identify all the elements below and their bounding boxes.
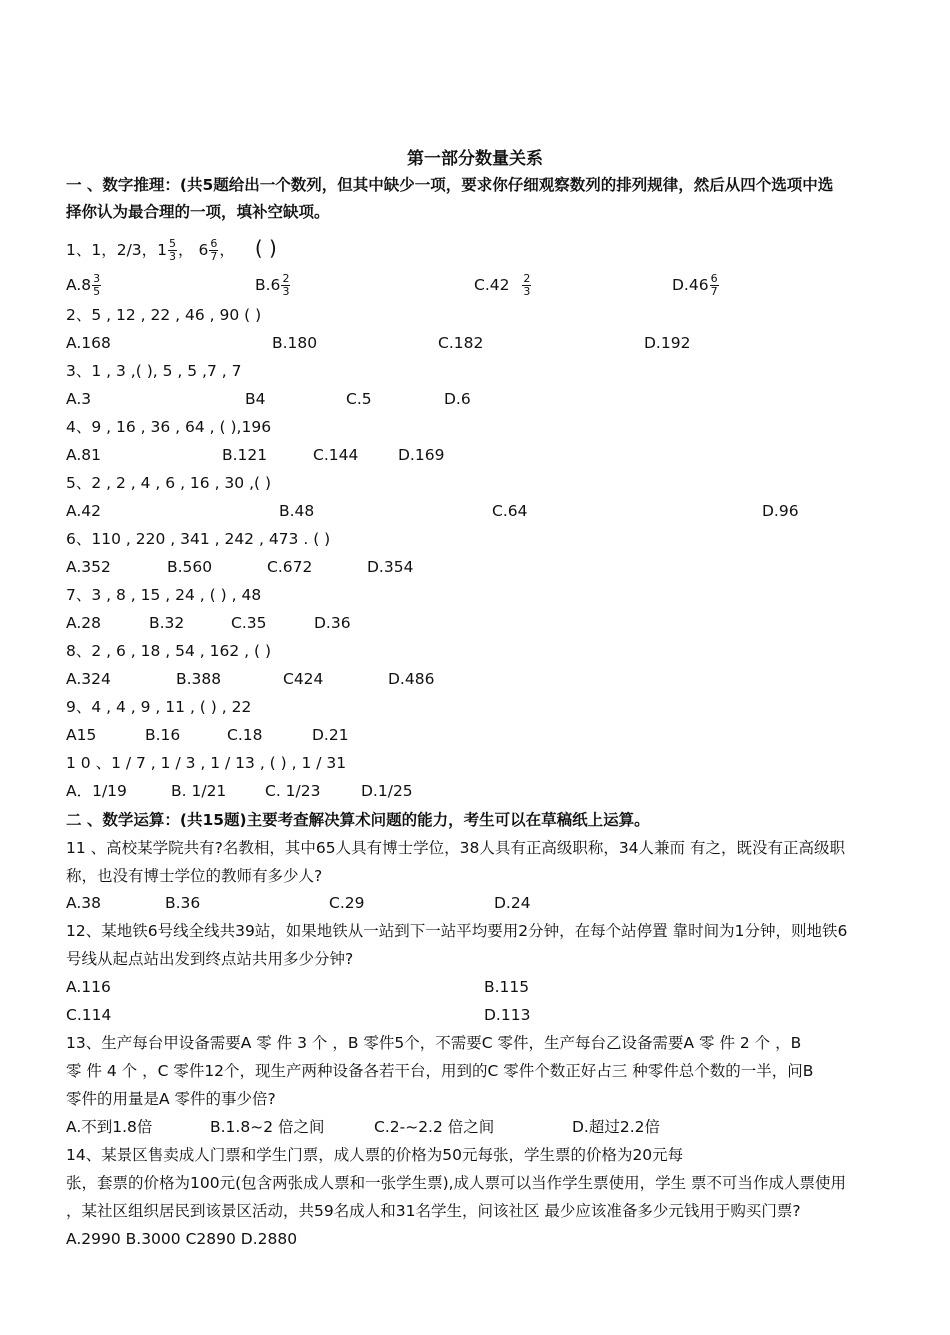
question-12-line2: 号线从起点站出发到终点站共用多少分钟? bbox=[66, 950, 354, 968]
q1-prefix: 1、1，2/3，1 bbox=[66, 241, 168, 259]
q14-options: A.2990 B.3000 C2890 D.2880 bbox=[66, 1230, 298, 1248]
q10-option-c: C. 1/23 bbox=[265, 782, 321, 800]
q1-fraction-2 bbox=[209, 238, 218, 263]
q9-option-d: D.21 bbox=[312, 726, 349, 744]
q1-d-numerator: 6 bbox=[710, 272, 718, 285]
q1-option-b bbox=[255, 272, 291, 298]
section2-heading: 二 、数学运算：(共15题)主要考查解决算术问题的能力，考生可以在草稿纸上运算。 bbox=[66, 811, 650, 829]
q5-option-b: B.48 bbox=[279, 502, 315, 520]
q5-option-a: A.42 bbox=[66, 502, 101, 520]
q3-option-d: D.6 bbox=[444, 390, 471, 408]
q12-option-c: C.114 bbox=[66, 1006, 112, 1024]
question-14-line2: 张，套票的价格为100元(包含两张成人票和一张学生票),成人票可以当作学生票使用，学生 票不可当作成人票使用 bbox=[66, 1174, 847, 1192]
question-11-line1: 11 、高校某学院共有?名教相，其中65人具有博士学位，38人具有正高级职称，34人兼而 有之，既没有正高级职 bbox=[66, 839, 845, 857]
question-1-stem bbox=[66, 235, 277, 263]
q1-d-denominator: 7 bbox=[710, 285, 718, 298]
q11-option-c: C.29 bbox=[329, 894, 365, 912]
q1-c-numerator: 2 bbox=[523, 272, 531, 285]
q3-option-c: C.5 bbox=[346, 390, 372, 408]
q4-option-b: B.121 bbox=[222, 446, 268, 464]
question-14-line1: 14、某景区售卖成人门票和学生门票，成人票的价格为50元每张，学生票的价格为20元每 bbox=[66, 1146, 684, 1164]
question-8-stem: 8、2 , 6 , 18 , 54 , 162 , ( ) bbox=[66, 642, 272, 660]
q8-option-c: C424 bbox=[283, 670, 324, 688]
q6-option-b: B.560 bbox=[167, 558, 213, 576]
q11-option-b: B.36 bbox=[165, 894, 201, 912]
question-11-line2: 称，也没有博士学位的教师有多少人? bbox=[66, 867, 323, 885]
q1-tail: ， bbox=[219, 241, 235, 259]
q4-option-d: D.169 bbox=[398, 446, 445, 464]
q3-option-b: B4 bbox=[245, 390, 266, 408]
question-3-stem: 3、1 , 3 ,( ), 5 , 5 ,7 , 7 bbox=[66, 362, 242, 380]
section1-heading-line2: 择你认为最合理的一项，填补空缺项。 bbox=[66, 203, 330, 221]
q13-option-b: B.1.8~2 倍之间 bbox=[210, 1118, 325, 1136]
q1-f2-numerator: 6 bbox=[210, 237, 218, 250]
q8-option-a: A.324 bbox=[66, 670, 111, 688]
q13-option-c: C.2-~2.2 倍之间 bbox=[374, 1118, 495, 1136]
q10-option-b: B. 1/21 bbox=[171, 782, 227, 800]
q1-b-fraction bbox=[281, 273, 290, 298]
q2-option-d: D.192 bbox=[644, 334, 691, 352]
page-title: 第一部分数量关系 bbox=[407, 149, 543, 169]
q5-option-c: C.64 bbox=[492, 502, 528, 520]
q12-option-a: A.116 bbox=[66, 978, 111, 996]
q1-d-fraction bbox=[710, 273, 719, 298]
q1-d-prefix: D.46 bbox=[672, 276, 709, 294]
q1-c-fraction bbox=[522, 273, 531, 298]
q7-option-d: D.36 bbox=[314, 614, 351, 632]
q1-c-prefix: C.42 bbox=[474, 276, 510, 294]
question-6-stem: 6、110 , 220 , 341 , 242 , 473 . ( ) bbox=[66, 530, 331, 548]
question-9-stem: 9、4 , 4 , 9 , 11 , ( ) , 22 bbox=[66, 698, 252, 716]
q10-option-d: D.1/25 bbox=[361, 782, 413, 800]
q9-option-b: B.16 bbox=[145, 726, 181, 744]
q2-option-b: B.180 bbox=[272, 334, 318, 352]
question-12-line1: 12、某地铁6号线全线共39站，如果地铁从一站到下一站平均要用2分钟，在每个站停置 靠时间为1分钟，则地铁6 bbox=[66, 922, 848, 940]
q1-option-c bbox=[474, 272, 532, 298]
q1-b-numerator: 2 bbox=[282, 272, 290, 285]
question-5-stem: 5、2 , 2 , 4 , 6 , 16 , 30 ,( ) bbox=[66, 474, 272, 492]
question-14-line3: ，某社区组织居民到该景区活动，共59名成人和31名学生，问该社区 最少应该准备多少元钱用于购买门票? bbox=[66, 1202, 801, 1220]
q2-option-a: A.168 bbox=[66, 334, 111, 352]
q1-a-denominator: 5 bbox=[93, 285, 101, 298]
q10-option-a: A．1/19 bbox=[66, 782, 127, 800]
q1-option-a bbox=[66, 272, 102, 298]
q13-option-d: D.超过2.2倍 bbox=[572, 1118, 661, 1136]
q11-option-a: A.38 bbox=[66, 894, 101, 912]
q1-f1-numerator: 5 bbox=[169, 237, 177, 250]
q7-option-a: A.28 bbox=[66, 614, 101, 632]
q1-f2-denominator: 7 bbox=[210, 250, 218, 263]
q6-option-d: D.354 bbox=[367, 558, 414, 576]
q3-option-a: A.3 bbox=[66, 390, 92, 408]
q2-option-c: C.182 bbox=[438, 334, 484, 352]
q12-option-d: D.113 bbox=[484, 1006, 531, 1024]
q1-a-fraction bbox=[92, 273, 101, 298]
question-7-stem: 7、3 , 8 , 15 , 24 , ( ) , 48 bbox=[66, 586, 262, 604]
q1-fraction-1 bbox=[168, 238, 177, 263]
q1-b-denominator: 3 bbox=[282, 285, 290, 298]
q6-option-c: C.672 bbox=[267, 558, 313, 576]
q4-option-c: C.144 bbox=[313, 446, 359, 464]
question-13-line2: 零 件 4 个 ，C 零件12个，现生产两种设备各若干台，用到的C 零件个数正好占三 种零件总个数的一半，问B bbox=[66, 1062, 814, 1080]
question-13-line3: 零件的用量是A 零件的事少倍? bbox=[66, 1090, 276, 1108]
question-2-stem: 2、5 , 12 , 22 , 46 , 90 ( ) bbox=[66, 306, 262, 324]
question-4-stem: 4、9 , 16 , 36 , 64 , ( ),196 bbox=[66, 418, 272, 436]
q1-option-d bbox=[672, 272, 720, 298]
q7-option-c: C.35 bbox=[231, 614, 267, 632]
question-13-line1: 13、生产每台甲设备需要A 零 件 3 个 ，B 零件5个，不需要C 零件，生产每台乙设备需要A 零 件 2 个 ，B bbox=[66, 1034, 802, 1052]
q6-option-a: A.352 bbox=[66, 558, 111, 576]
q11-option-d: D.24 bbox=[494, 894, 531, 912]
q1-c-denominator: 3 bbox=[523, 285, 531, 298]
q7-option-b: B.32 bbox=[149, 614, 185, 632]
q13-option-a: A.不到1.8倍 bbox=[66, 1118, 153, 1136]
q1-mid: ， 6 bbox=[178, 241, 209, 259]
q9-option-a: A15 bbox=[66, 726, 97, 744]
q1-b-prefix: B.6 bbox=[255, 276, 281, 294]
q4-option-a: A.81 bbox=[66, 446, 101, 464]
q8-option-b: B.388 bbox=[176, 670, 222, 688]
q8-option-d: D.486 bbox=[388, 670, 435, 688]
q1-a-prefix: A.8 bbox=[66, 276, 92, 294]
q1-f1-denominator: 3 bbox=[169, 250, 177, 263]
q5-option-d: D.96 bbox=[762, 502, 799, 520]
q9-option-c: C.18 bbox=[227, 726, 263, 744]
question-10-stem: 1 0 、1 / 7 , 1 / 3 , 1 / 13 , ( ) , 1 / 31 bbox=[66, 754, 347, 772]
q12-option-b: B.115 bbox=[484, 978, 530, 996]
q1-a-numerator: 3 bbox=[93, 272, 101, 285]
section1-heading-line1: 一 、数字推理：(共5题给出一个数列，但其中缺少一项，要求你仔细观察数列的排列规律，然后从四个选项中选 bbox=[66, 176, 834, 194]
q1-blank: ( ) bbox=[254, 236, 277, 260]
